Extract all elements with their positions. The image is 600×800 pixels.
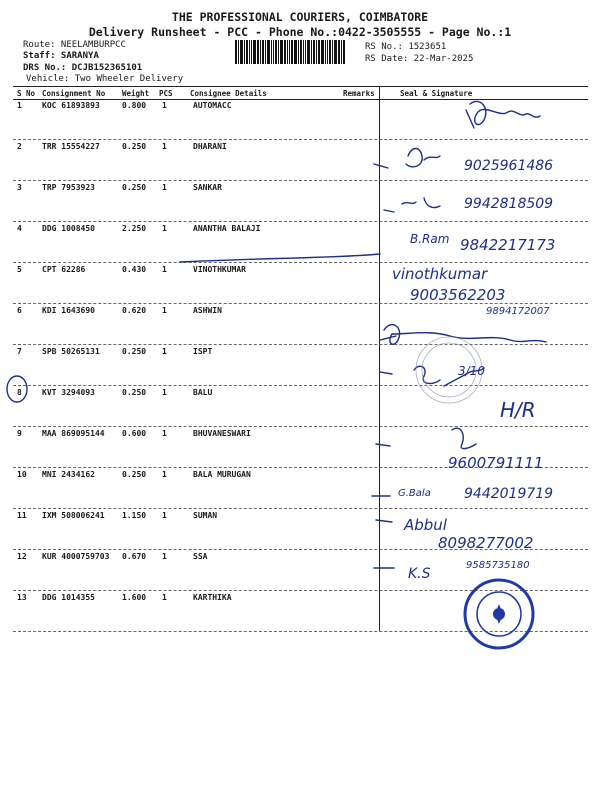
row-consignee: ISPT: [193, 347, 213, 356]
row-pcs: 1: [162, 429, 167, 438]
row-consignment: CPT 62286: [42, 265, 86, 274]
row-consignment: KVT 3294093: [42, 388, 95, 397]
row-consignee: ANANTHA BALAJI: [193, 224, 261, 233]
row-sno: 1: [17, 101, 22, 110]
rs-date: RS Date: 22-Mar-2025: [365, 54, 474, 64]
row-consignee: BALA MURUGAN: [193, 470, 251, 479]
row-weight: 0.430: [122, 265, 147, 274]
row-sno: 9: [17, 429, 22, 438]
col-remarks: Remarks: [343, 89, 375, 98]
row12-name-handwriting: K.S: [408, 566, 431, 582]
row-weight: 1.600: [122, 593, 147, 602]
row3-phone-handwriting: 9942818509: [464, 196, 554, 212]
route-label: Route: NEELAMBURPCC: [23, 40, 126, 50]
row7-fraction-handwriting: 3/10: [458, 364, 485, 378]
row-consignment: IXM 508006241: [42, 511, 105, 520]
row-weight: 0.620: [122, 306, 147, 315]
row-weight: 1.150: [122, 511, 147, 520]
row-consignment: KOC 61893893: [42, 101, 100, 110]
row-consignment: SPB 50265131: [42, 347, 100, 356]
row-sno: 4: [17, 224, 22, 233]
row-weight: 0.250: [122, 470, 147, 479]
row-weight: 0.800: [122, 101, 147, 110]
row-pcs: 1: [162, 511, 167, 520]
document-subtitle: Delivery Runsheet - PCC - Phone No.:0422-3505555 - Page No.:1: [88, 25, 512, 39]
row-pcs: 1: [162, 388, 167, 397]
row-consignee: SANKAR: [193, 183, 222, 192]
row-pcs: 1: [162, 593, 167, 602]
row-consignment: MAA 869095144: [42, 429, 105, 438]
col-signature: Seal & Signature: [400, 89, 473, 98]
row-weight: 0.670: [122, 552, 147, 561]
row-weight: 0.250: [122, 388, 147, 397]
row-consignment: KDI 1643690: [42, 306, 95, 315]
row-consignee: SUMAN: [193, 511, 218, 520]
row-consignee: DHARANI: [193, 142, 227, 151]
row-weight: 2.250: [122, 224, 147, 233]
staff-label: Staff: SARANYA: [23, 51, 99, 61]
row-pcs: 1: [162, 142, 167, 151]
row-sno: 8: [17, 388, 22, 397]
row10-name-handwriting: G.Bala: [398, 488, 431, 499]
col-consignee: Consignee Details: [190, 89, 267, 98]
row-consignee: BALU: [193, 388, 213, 397]
col-consignment: Consignment No: [42, 89, 106, 98]
row-consignee: BHUVANESWARI: [193, 429, 251, 438]
row-pcs: 1: [162, 183, 167, 192]
col-pcs: PCS: [159, 89, 173, 98]
row4-name-handwriting: B.Ram: [410, 232, 450, 246]
row-sno: 6: [17, 306, 22, 315]
row-consignment: DDG 1008450: [42, 224, 95, 233]
row-pcs: 1: [162, 265, 167, 274]
row11-phone-handwriting: 8098277002: [438, 534, 534, 552]
row-weight: 0.250: [122, 142, 147, 151]
row4-phone-handwriting: 9842217173: [460, 236, 556, 254]
col-weight: Weight: [122, 89, 150, 98]
vehicle-label: Vehicle: Two Wheeler Delivery: [26, 74, 184, 84]
row-weight: 0.250: [122, 347, 147, 356]
row-sno: 2: [17, 142, 22, 151]
row-sno: 5: [17, 265, 22, 274]
row-consignee: AUTOMACC: [193, 101, 232, 110]
row-weight: 0.250: [122, 183, 147, 192]
row-sno: 12: [17, 552, 27, 561]
row-consignee: VINOTHKUMAR: [193, 265, 246, 274]
row-consignment: MNI 2434162: [42, 470, 95, 479]
row12-phone-handwriting: 9585735180: [466, 560, 530, 571]
row-sno: 7: [17, 347, 22, 356]
row-pcs: 1: [162, 306, 167, 315]
row-pcs: 1: [162, 224, 167, 233]
rs-number: RS No.: 1523651: [365, 42, 447, 52]
row-consignee: SSA: [193, 552, 208, 561]
row-consignee: KARTHIKA: [193, 593, 232, 602]
row-pcs: 1: [162, 552, 167, 561]
row-pcs: 1: [162, 347, 167, 356]
row-consignment: TRP 7953923: [42, 183, 95, 192]
col-sno: S No: [17, 89, 36, 98]
document-title: THE PROFESSIONAL COURIERS, COIMBATORE: [171, 10, 429, 24]
row-sno: 3: [17, 183, 22, 192]
row10-phone-handwriting: 9442019719: [464, 486, 554, 502]
drs-number: DRS No.: DCJB152365101: [23, 63, 143, 73]
row-weight: 0.600: [122, 429, 147, 438]
row-sno: 13: [17, 593, 27, 602]
row-consignment: KUR 4000759703: [42, 552, 110, 561]
row6-phone-handwriting: 9894172007: [486, 306, 550, 317]
row-consignment: TRR 15554227: [42, 142, 100, 151]
row-consignee: ASHWIN: [193, 306, 222, 315]
row9-phone-handwriting: 9600791111: [448, 454, 544, 472]
row5-name-handwriting: vinothkumar: [392, 265, 488, 283]
row-pcs: 1: [162, 101, 167, 110]
row2-phone-handwriting: 9025961486: [464, 158, 554, 174]
row5-phone-handwriting: 9003562203: [410, 286, 506, 304]
row-pcs: 1: [162, 470, 167, 479]
row-sno: 10: [17, 470, 27, 479]
row-consignment: DDG 1014355: [42, 593, 95, 602]
seal-stamp: [465, 580, 533, 648]
row-sno: 11: [17, 511, 27, 520]
row8-note-handwriting: H/R: [500, 398, 536, 422]
row11-name-handwriting: Abbul: [404, 516, 447, 534]
